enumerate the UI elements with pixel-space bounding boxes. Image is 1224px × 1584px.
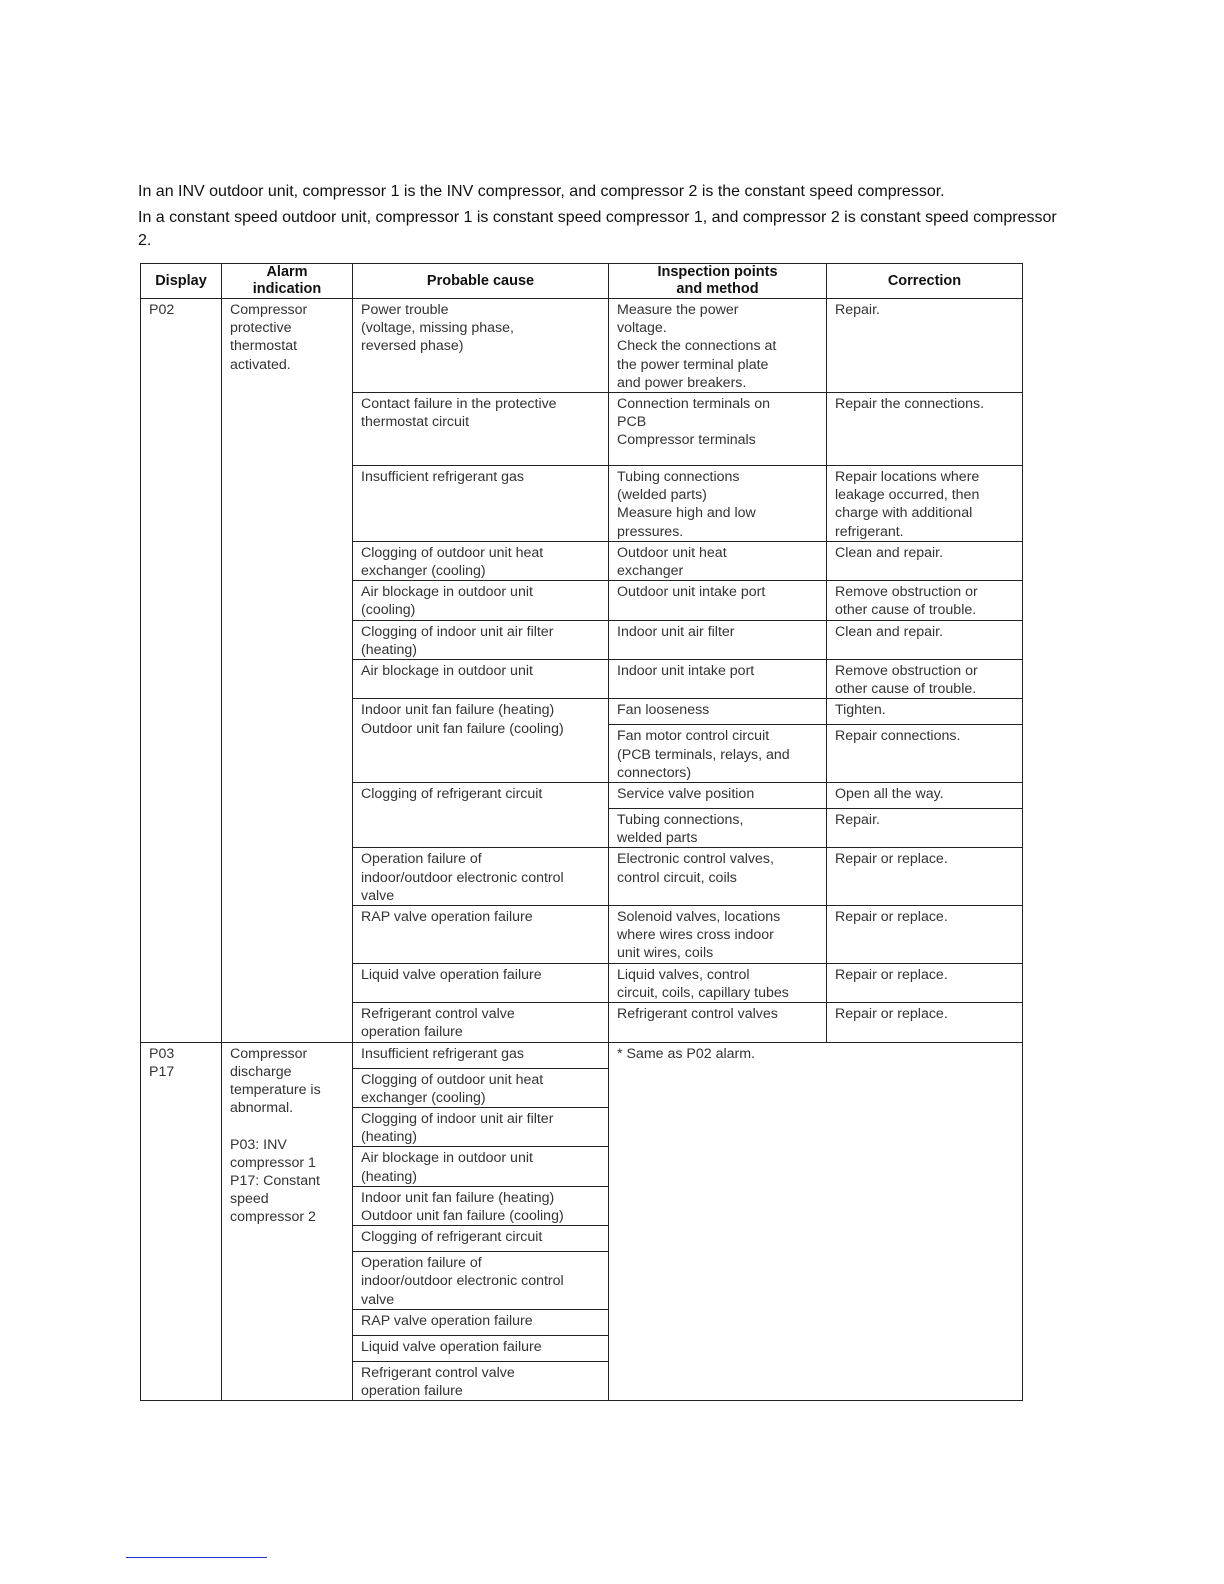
correction: Repair connections. bbox=[827, 725, 1023, 783]
inspection-points: Solenoid valves, locations where wires cross indoor unit wires, coils bbox=[609, 906, 827, 964]
correction: Repair locations where leakage occurred, then charge with additional refrigerant. bbox=[827, 466, 1023, 542]
probable-cause: Power trouble (voltage, missing phase, reversed phase) bbox=[353, 299, 609, 393]
footnote-separator bbox=[126, 1557, 267, 1558]
correction: Clean and repair. bbox=[827, 620, 1023, 659]
inspection-points: Connection terminals on PCB Compressor terminals bbox=[609, 393, 827, 466]
probable-cause: Insufficient refrigerant gas bbox=[353, 1042, 609, 1068]
correction: Repair the connections. bbox=[827, 393, 1023, 466]
header-correction: Correction bbox=[827, 264, 1023, 299]
correction: Repair. bbox=[827, 299, 1023, 393]
intro-line-2: In a constant speed outdoor unit, compressor 1 is constant speed compressor 1, and compressor 2 is constant speed compressor 2. bbox=[138, 209, 1057, 249]
alarm-indication-p02: Compressor protective thermostat activated. bbox=[222, 299, 353, 1043]
header-inspection: Inspection points and method bbox=[609, 264, 827, 299]
probable-cause: RAP valve operation failure bbox=[353, 906, 609, 964]
table-row bbox=[141, 1042, 1023, 1068]
probable-cause: Insufficient refrigerant gas bbox=[353, 466, 609, 542]
correction: Remove obstruction or other cause of trouble. bbox=[827, 581, 1023, 620]
probable-cause: Liquid valve operation failure bbox=[353, 963, 609, 1002]
display-code-p02: P02 bbox=[141, 299, 222, 1043]
probable-cause: Clogging of outdoor unit heat exchanger (cooling) bbox=[353, 541, 609, 580]
intro-text bbox=[138, 180, 1068, 255]
troubleshooting-table bbox=[140, 263, 1023, 1401]
inspection-points: Outdoor unit intake port bbox=[609, 581, 827, 620]
header-probable-cause: Probable cause bbox=[353, 264, 609, 299]
correction: Repair or replace. bbox=[827, 848, 1023, 906]
probable-cause: Air blockage in outdoor unit bbox=[353, 660, 609, 699]
inspection-points: Tubing connections (welded parts) Measure high and low pressures. bbox=[609, 466, 827, 542]
correction: Tighten. bbox=[827, 699, 1023, 725]
correction: Repair. bbox=[827, 809, 1023, 848]
correction: Repair or replace. bbox=[827, 1003, 1023, 1042]
inspection-points: Measure the power voltage. Check the connections at the power terminal plate and power breakers. bbox=[609, 299, 827, 393]
inspection-points: Outdoor unit heat exchanger bbox=[609, 541, 827, 580]
display-code-p03-p17: P03 P17 bbox=[141, 1042, 222, 1401]
probable-cause: Clogging of refrigerant circuit bbox=[353, 1226, 609, 1252]
table-header-row bbox=[141, 264, 1023, 299]
inspection-points: Fan motor control circuit (PCB terminals, relays, and connectors) bbox=[609, 725, 827, 783]
probable-cause: Operation failure of indoor/outdoor electronic control valve bbox=[353, 1252, 609, 1310]
correction: Clean and repair. bbox=[827, 541, 1023, 580]
intro-line-1: In an INV outdoor unit, compressor 1 is the INV compressor, and compressor 2 is the constant speed compressor. bbox=[138, 183, 945, 200]
probable-cause: Refrigerant control valve operation failure bbox=[353, 1003, 609, 1042]
inspection-points: Liquid valves, control circuit, coils, capillary tubes bbox=[609, 963, 827, 1002]
probable-cause: Clogging of indoor unit air filter (heating) bbox=[353, 1107, 609, 1146]
inspection-points: Fan looseness bbox=[609, 699, 827, 725]
probable-cause: Contact failure in the protective thermostat circuit bbox=[353, 393, 609, 466]
probable-cause: Air blockage in outdoor unit (cooling) bbox=[353, 581, 609, 620]
same-as-p02-note: * Same as P02 alarm. bbox=[609, 1042, 1023, 1401]
correction: Repair or replace. bbox=[827, 906, 1023, 964]
correction: Repair or replace. bbox=[827, 963, 1023, 1002]
inspection-points: Indoor unit intake port bbox=[609, 660, 827, 699]
inspection-points: Indoor unit air filter bbox=[609, 620, 827, 659]
header-display: Display bbox=[141, 264, 222, 299]
probable-cause: Clogging of refrigerant circuit bbox=[353, 783, 609, 848]
probable-cause: Operation failure of indoor/outdoor electronic control valve bbox=[353, 848, 609, 906]
correction: Open all the way. bbox=[827, 783, 1023, 809]
probable-cause: Liquid valve operation failure bbox=[353, 1335, 609, 1361]
header-alarm-indication: Alarm indication bbox=[222, 264, 353, 299]
probable-cause: Clogging of outdoor unit heat exchanger (cooling) bbox=[353, 1068, 609, 1107]
probable-cause: Indoor unit fan failure (heating) Outdoor unit fan failure (cooling) bbox=[353, 699, 609, 783]
correction: Remove obstruction or other cause of trouble. bbox=[827, 660, 1023, 699]
probable-cause: Clogging of indoor unit air filter (heating) bbox=[353, 620, 609, 659]
inspection-points: Service valve position bbox=[609, 783, 827, 809]
alarm-indication-p03-p17: Compressor discharge temperature is abnormal. P03: INV compressor 1 P17: Constant speed compressor 2 bbox=[222, 1042, 353, 1401]
inspection-points: Electronic control valves, control circuit, coils bbox=[609, 848, 827, 906]
probable-cause: Refrigerant control valve operation failure bbox=[353, 1361, 609, 1400]
probable-cause: RAP valve operation failure bbox=[353, 1309, 609, 1335]
probable-cause: Air blockage in outdoor unit (heating) bbox=[353, 1147, 609, 1186]
probable-cause: Indoor unit fan failure (heating) Outdoor unit fan failure (cooling) bbox=[353, 1186, 609, 1225]
table-row bbox=[141, 299, 1023, 393]
inspection-points: Refrigerant control valves bbox=[609, 1003, 827, 1042]
inspection-points: Tubing connections, welded parts bbox=[609, 809, 827, 848]
